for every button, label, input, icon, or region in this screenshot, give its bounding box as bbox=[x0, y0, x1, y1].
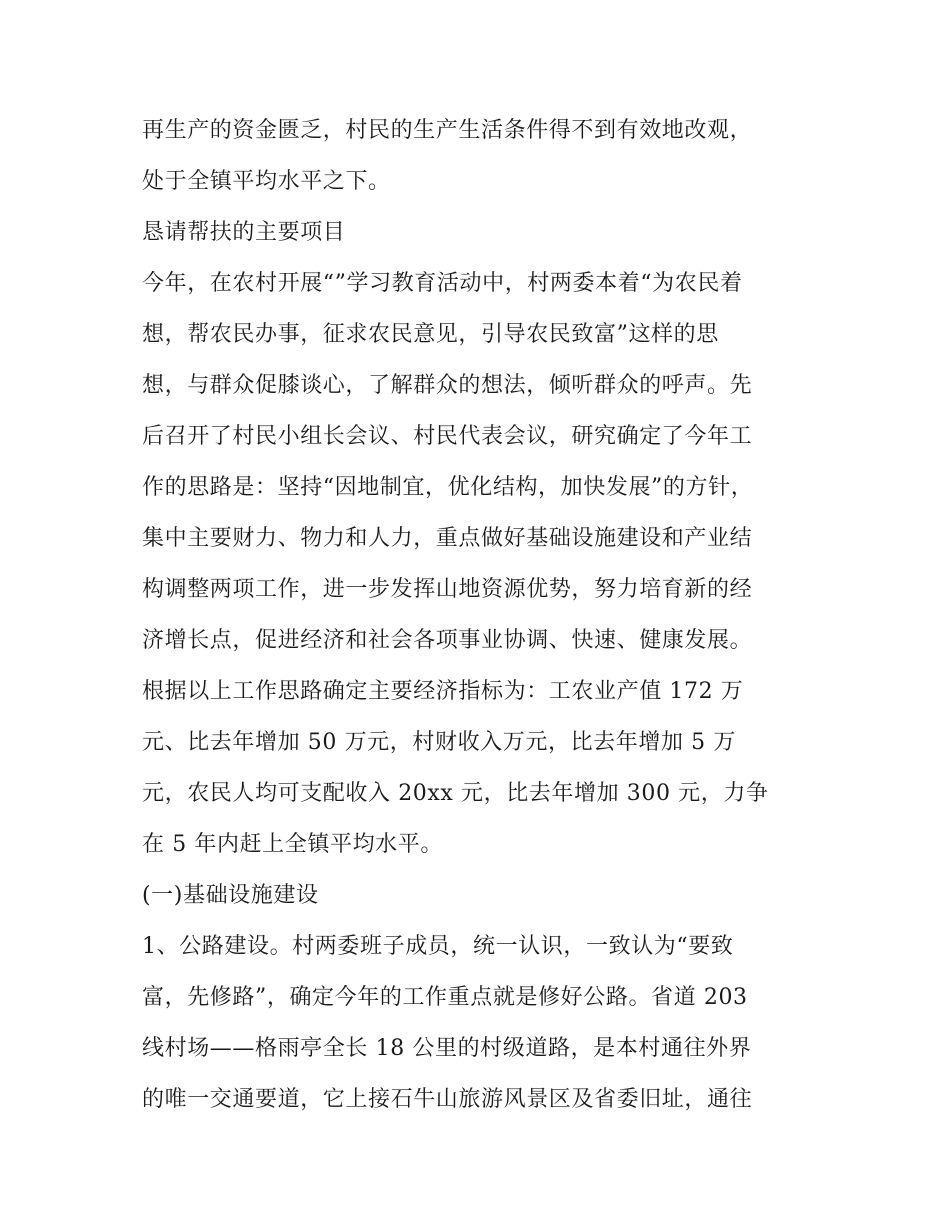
text-line: 富，先修路”，确定今年的工作重点就是修好公路。省道 203 bbox=[142, 985, 748, 1010]
text-line: 今年，在农村开展“”学习教育活动中，村两委本着“为农民着 bbox=[142, 271, 743, 296]
text-line: 的唯一交通要道，它上接石牛山旅游风景区及省委旧址，通往 bbox=[142, 1087, 753, 1112]
section-heading: 恳请帮扶的主要项目 bbox=[142, 220, 346, 245]
text-line: 处于全镇平均水平之下。 bbox=[142, 169, 391, 194]
text-line: 根据以上工作思路确定主要经济指标为：工农业产值 172 万 bbox=[142, 679, 744, 704]
text-line: 在 5 年内赶上全镇平均水平。 bbox=[142, 832, 443, 857]
text-line: 元，农民人均可支配收入 20xx 元，比去年增加 300 元，力争 bbox=[142, 781, 769, 806]
text-line: 再生产的资金匮乏，村民的生产生活条件得不到有效地改观， bbox=[142, 118, 753, 143]
section-heading: (一)基础设施建设 bbox=[142, 883, 319, 908]
text-line: 元、比去年增加 50 万元，村财收入万元，比去年增加 5 万 bbox=[142, 730, 736, 755]
text-line: 1、公路建设。村两委班子成员，统一认识，一致认为“要致 bbox=[142, 934, 734, 959]
text-line: 线村场——格雨亭全长 18 公里的村级道路，是本村通往外界 bbox=[142, 1036, 752, 1061]
text-line: 作的思路是：坚持“因地制宜，优化结构，加快发展”的方针， bbox=[142, 475, 754, 500]
text-line: 后召开了村民小组长会议、村民代表会议，研究确定了今年工 bbox=[142, 424, 753, 449]
document-body bbox=[142, 105, 832, 1125]
text-line: 构调整两项工作，进一步发挥山地资源优势，努力培育新的经 bbox=[142, 577, 753, 602]
text-line: 想，与群众促膝谈心，了解群众的想法，倾听群众的呼声。先 bbox=[142, 373, 753, 398]
text-line: 集中主要财力、物力和人力，重点做好基础设施建设和产业结 bbox=[142, 526, 753, 551]
text-line: 济增长点，促进经济和社会各项事业协调、快速、健康发展。 bbox=[142, 628, 753, 653]
text-line: 想，帮农民办事，征求农民意见，引导农民致富”这样的思 bbox=[142, 322, 719, 347]
